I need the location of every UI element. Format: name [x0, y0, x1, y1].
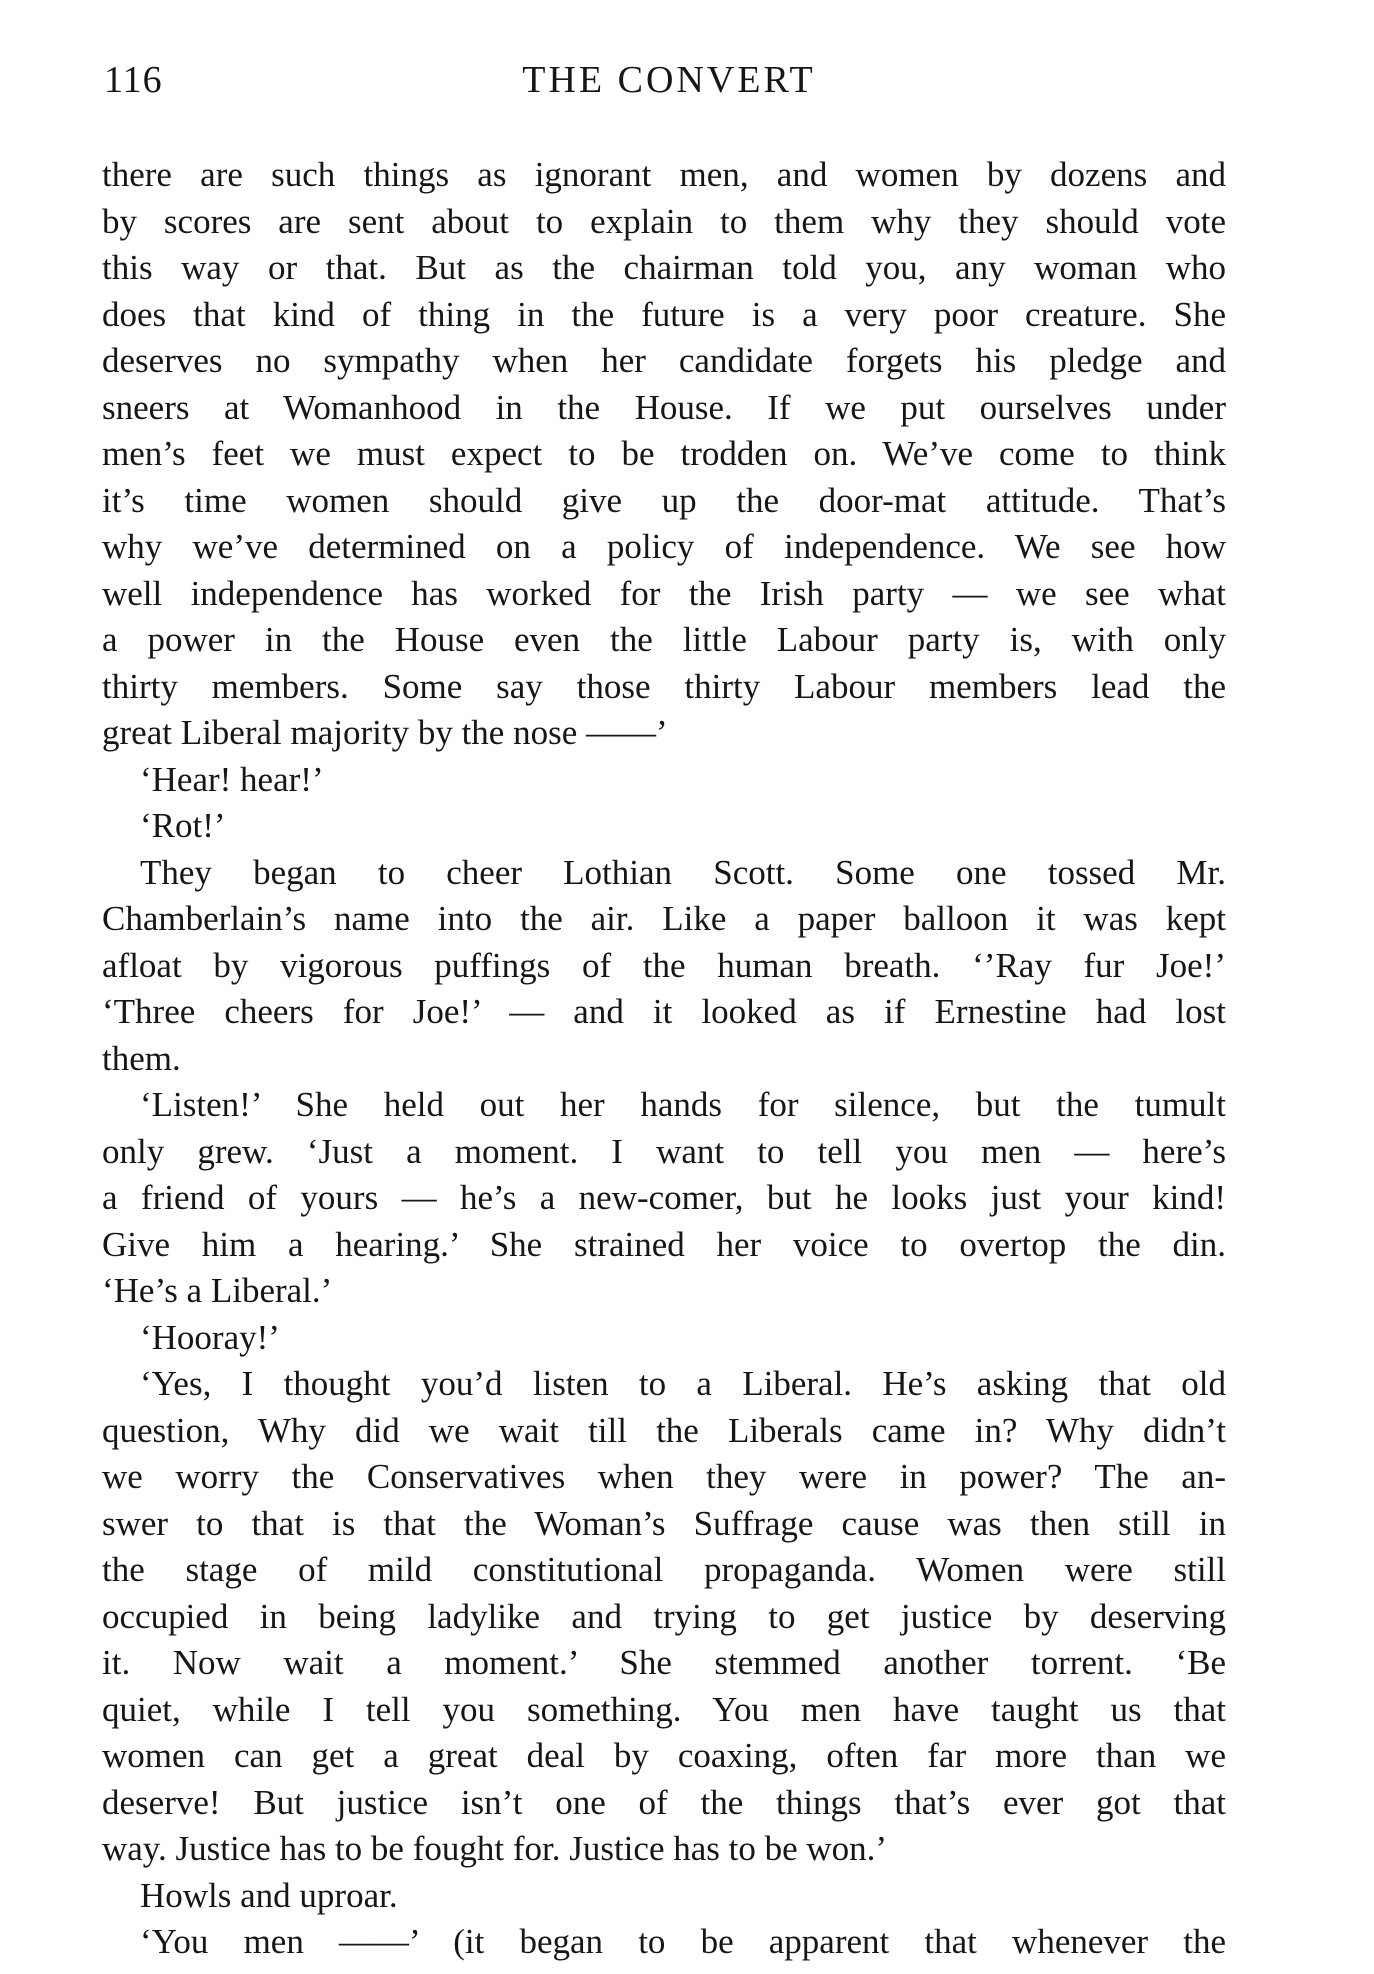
text-line: them.: [102, 1038, 181, 1078]
running-title: THE CONVERT: [522, 59, 816, 101]
text-line: a power in the House even the little Labour party is, with only: [102, 620, 1226, 659]
text-line: sneers at Womanhood in the House. If we put ourselves under: [102, 387, 1226, 427]
dialogue-line: ‘Hear! hear!’: [140, 759, 324, 799]
text-line: thirty members. Some say those thirty Labour members lead the: [102, 666, 1226, 706]
text-line: there are such things as ignorant men, and women by dozens and: [102, 155, 1226, 194]
text-line: men’s feet we must expect to be trodden on. We’ve come to think: [102, 434, 1226, 473]
text-line: occupied in being ladylike and trying to get justice by deserving: [102, 1596, 1226, 1636]
text-line: well independence has worked for the Irish party — we see what: [102, 573, 1226, 613]
dialogue-line: ‘Hooray!’: [140, 1317, 280, 1357]
text-line: quiet, while I tell you something. You men have taught us that: [102, 1689, 1226, 1729]
text-line: does that kind of thing in the future is a very poor creature. She: [102, 294, 1226, 334]
paragraph-start: ‘You men ——’ (it began to be apparent that whenever the: [140, 1922, 1226, 1961]
text-line: this way or that. But as the chairman told you, any woman who: [102, 248, 1226, 287]
text-line: it. Now wait a moment.’ She stemmed another torrent. ‘Be: [102, 1643, 1226, 1682]
text-line: we worry the Conservatives when they were in power? The an-: [102, 1457, 1226, 1496]
text-line: Give him a hearing.’ She strained her voice to overtop the din.: [102, 1224, 1226, 1264]
text-line: it’s time women should give up the door-mat attitude. That’s: [102, 480, 1226, 520]
text-line: why we’ve determined on a policy of independence. We see how: [102, 527, 1226, 566]
text-line: ‘Three cheers for Joe!’ — and it looked as if Ernestine had lost: [102, 992, 1226, 1031]
page-header: [104, 58, 1224, 108]
text-line: afloat by vigorous puffings of the human breath. ‘’Ray fur Joe!’: [102, 945, 1226, 985]
paragraph-start: They began to cheer Lothian Scott. Some one tossed Mr.: [140, 852, 1226, 892]
paragraph-start: Howls and uproar.: [140, 1875, 398, 1915]
body-text: [102, 152, 1226, 1966]
text-line: the stage of mild constitutional propaganda. Women were still: [102, 1550, 1226, 1589]
text-line: only grew. ‘Just a moment. I want to tell you men — here’s: [102, 1131, 1226, 1171]
paragraph-start: ‘Listen!’ She held out her hands for silence, but the tumult: [140, 1085, 1226, 1124]
text-line: swer to that is that the Woman’s Suffrage cause was then still in: [102, 1503, 1226, 1543]
text-line: way. Justice has to be fought for. Justice has to be won.’: [102, 1829, 888, 1868]
text-line: ‘He’s a Liberal.’: [102, 1271, 333, 1310]
text-line: by scores are sent about to explain to them why they should vote: [102, 201, 1226, 241]
text-line: great Liberal majority by the nose ——’: [102, 713, 668, 752]
page-number: 116: [104, 59, 163, 101]
paragraph-start: ‘Yes, I thought you’d listen to a Liberal. He’s asking that old: [140, 1364, 1226, 1403]
text-line: Chamberlain’s name into the air. Like a paper balloon it was kept: [102, 899, 1226, 938]
text-line: deserves no sympathy when her candidate forgets his pledge and: [102, 341, 1226, 380]
text-line: a friend of yours — he’s a new-comer, but he looks just your kind!: [102, 1178, 1226, 1217]
text-line: women can get a great deal by coaxing, often far more than we: [102, 1736, 1226, 1775]
text-line: question, Why did we wait till the Liberals came in? Why didn’t: [102, 1410, 1226, 1450]
dialogue-line: ‘Rot!’: [140, 806, 226, 845]
text-line: deserve! But justice isn’t one of the things that’s ever got that: [102, 1782, 1226, 1822]
